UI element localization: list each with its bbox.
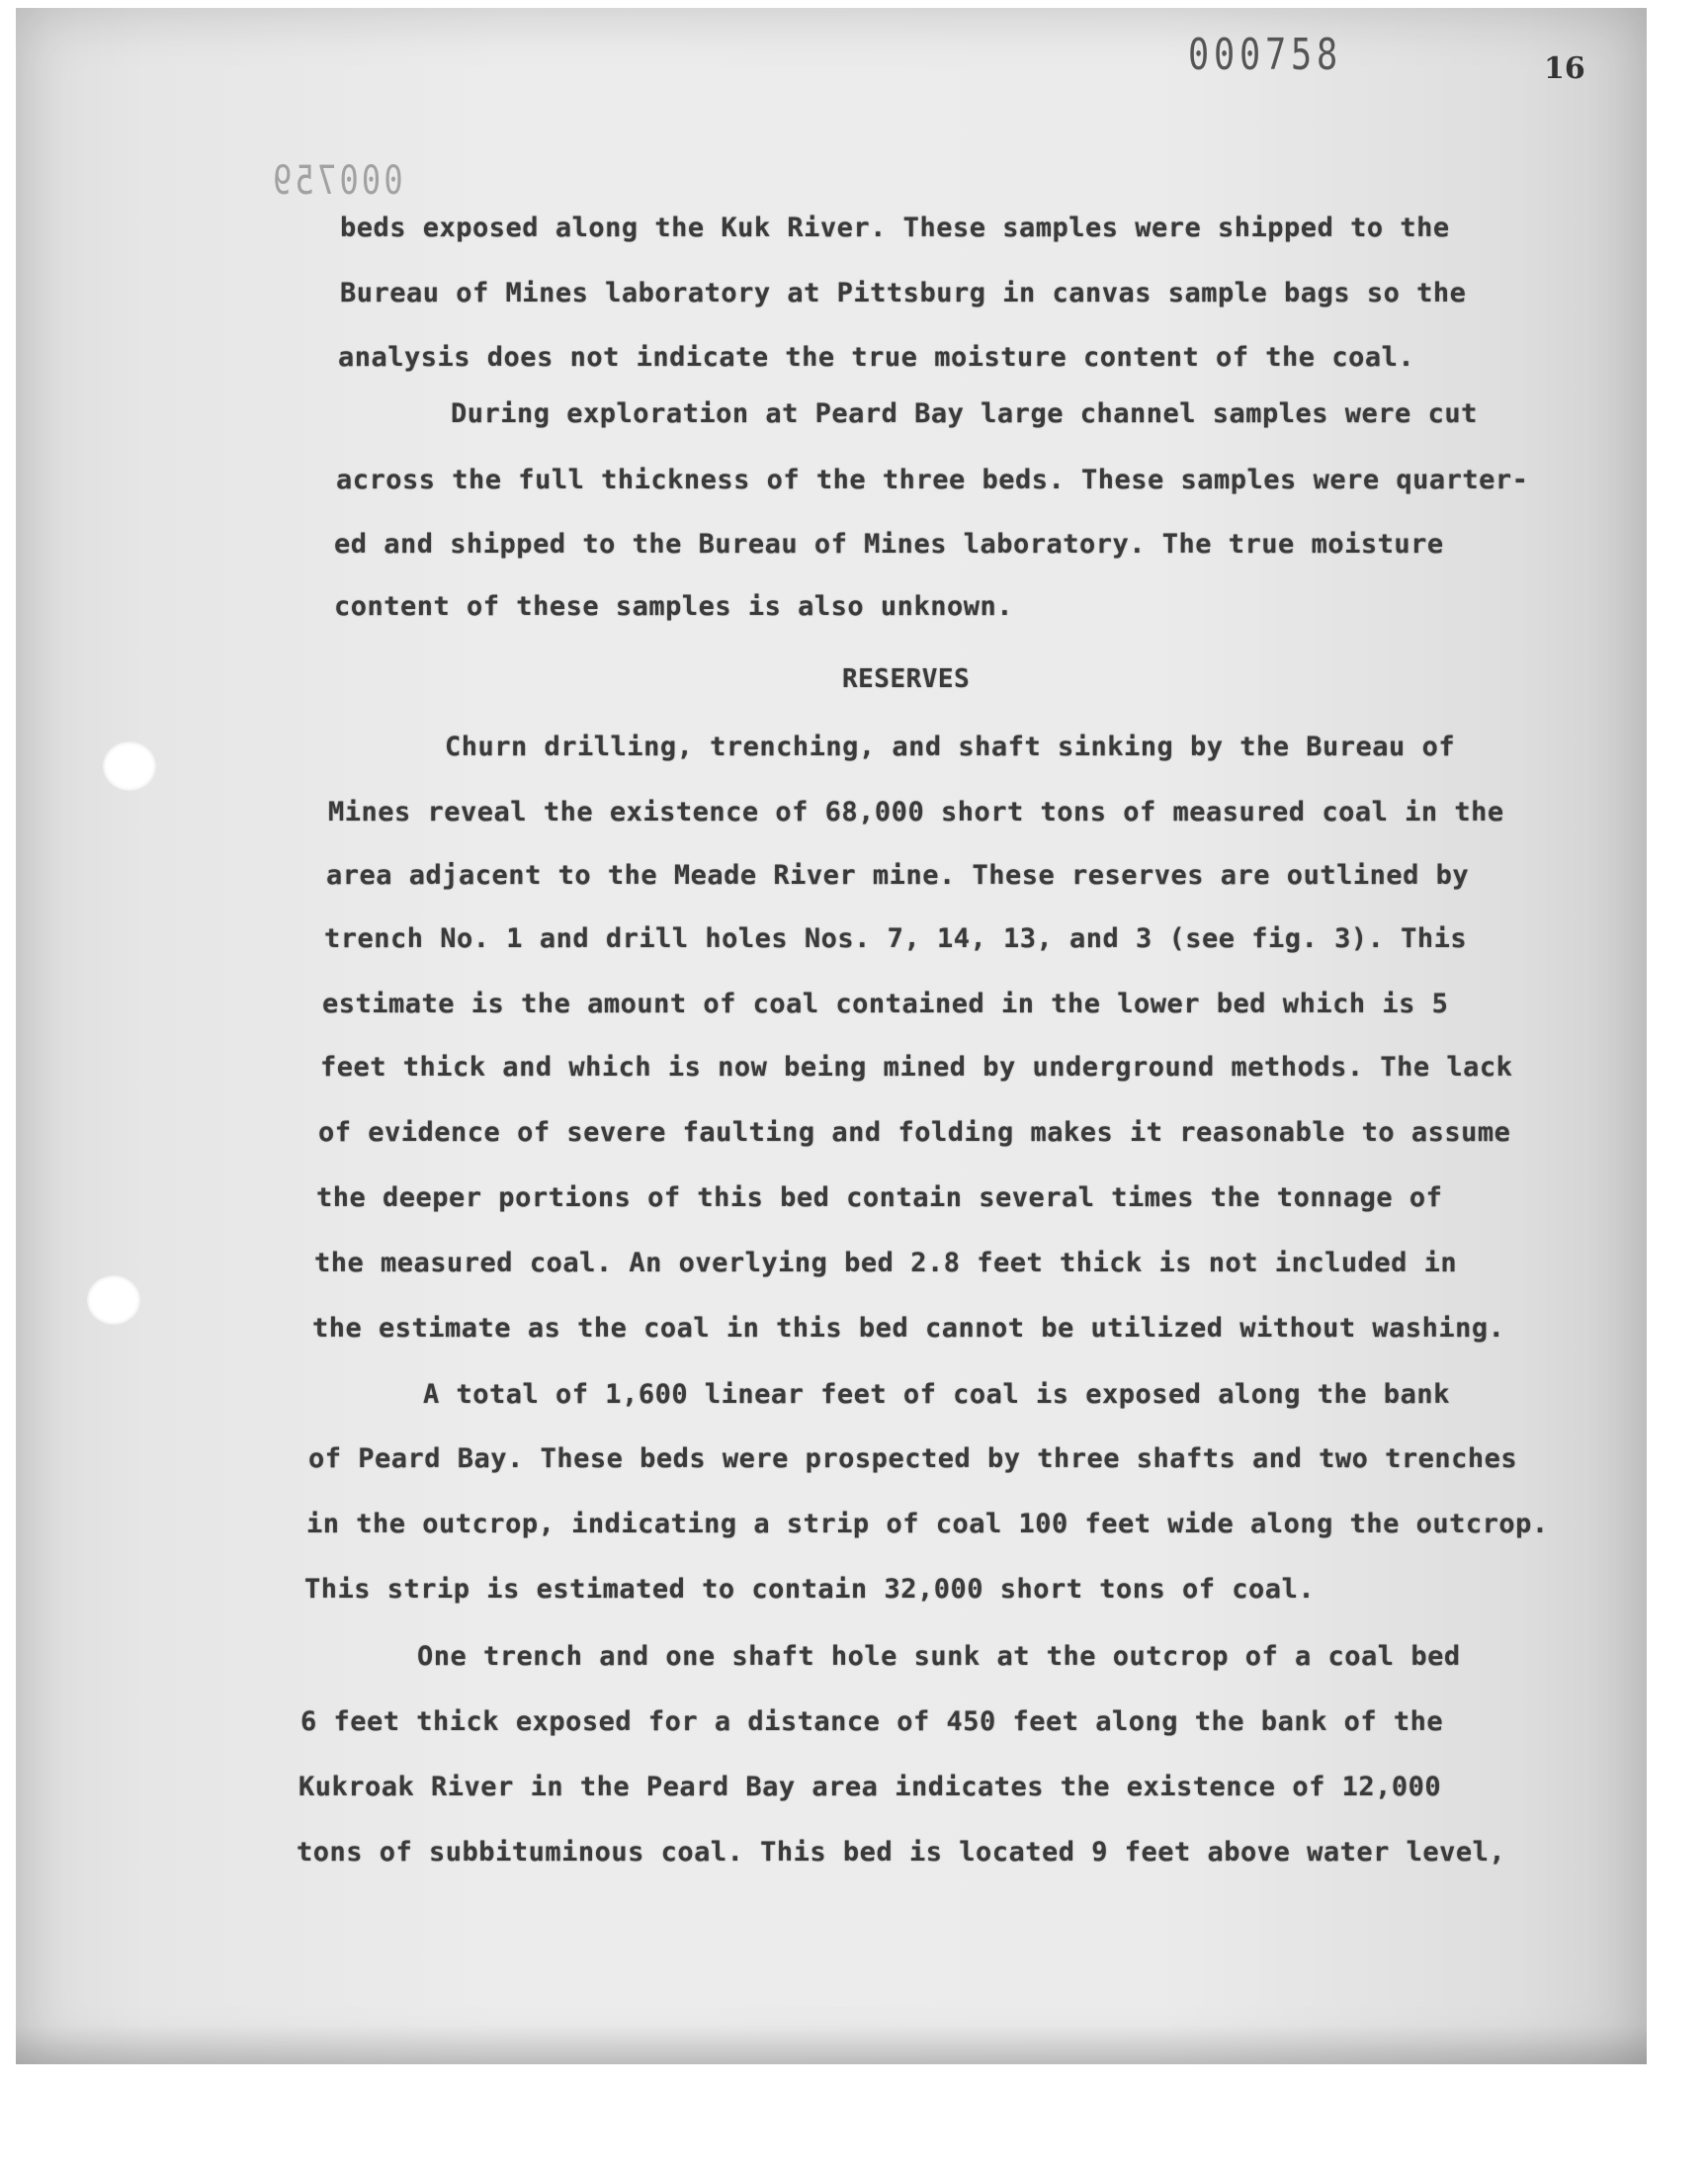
body-line: the measured coal. An overlying bed 2.8 feet thick is not included in <box>314 1248 1458 1278</box>
body-line: beds exposed along the Kuk River. These samples were shipped to the <box>340 213 1450 243</box>
body-line: the deeper portions of this bed contain several times the tonnage of <box>316 1182 1443 1213</box>
body-line: of Peard Bay. These beds were prospected by three shafts and two trenches <box>308 1443 1518 1474</box>
body-line: of evidence of severe faulting and folding makes it reasonable to assume <box>318 1117 1511 1148</box>
paragraph-first-line: During exploration at Peard Bay large channel samples were cut <box>451 398 1478 429</box>
section-heading: RESERVES <box>842 664 971 694</box>
body-line: across the full thickness of the three beds. These samples were quarter- <box>336 465 1529 495</box>
paper-bottom-shadow <box>16 2025 1647 2064</box>
body-line: estimate is the amount of coal contained in the lower bed which is 5 <box>322 989 1449 1019</box>
punch-hole <box>87 1275 140 1325</box>
document-stamp-number: 000758 <box>1188 30 1342 80</box>
body-line: 6 feet thick exposed for a distance of 450 feet along the bank of the <box>300 1706 1444 1737</box>
page-number: 16 <box>1544 51 1585 86</box>
body-line: tons of subbituminous coal. This bed is located 9 feet above water level, <box>297 1837 1506 1868</box>
paragraph-first-line: One trench and one shaft hole sunk at the outcrop of a coal bed <box>417 1641 1461 1672</box>
body-line: Bureau of Mines laboratory at Pittsburg in canvas sample bags so the <box>340 278 1467 308</box>
paragraph-first-line: Churn drilling, trenching, and shaft sinking by the Bureau of <box>445 732 1456 762</box>
paragraph-first-line: A total of 1,600 linear feet of coal is exposed along the bank <box>423 1379 1450 1410</box>
paper-sheet <box>16 8 1647 2064</box>
body-line: feet thick and which is now being mined by underground methods. The lack <box>320 1052 1513 1083</box>
body-line: analysis does not indicate the true moisture content of the coal. <box>338 342 1415 373</box>
body-line: Mines reveal the existence of 68,000 short tons of measured coal in the <box>328 797 1504 827</box>
body-line: This strip is estimated to contain 32,000 short tons of coal. <box>304 1574 1316 1605</box>
body-line: ed and shipped to the Bureau of Mines laboratory. The true moisture <box>334 529 1444 560</box>
body-line: area adjacent to the Meade River mine. These reserves are outlined by <box>326 860 1470 891</box>
body-line: content of these samples is also unknown. <box>334 591 1013 622</box>
body-line: in the outcrop, indicating a strip of coal 100 feet wide along the outcrop. <box>306 1509 1549 1539</box>
body-line: Kukroak River in the Peard Bay area indicates the existence of 12,000 <box>299 1772 1442 1802</box>
punch-hole <box>103 741 156 791</box>
body-line: the estimate as the coal in this bed cannot be utilized without washing. <box>312 1313 1505 1344</box>
body-line: trench No. 1 and drill holes Nos. 7, 14, 13, and 3 (see fig. 3). This <box>324 923 1468 954</box>
bleed-through-stamp: 000759 <box>269 158 403 204</box>
